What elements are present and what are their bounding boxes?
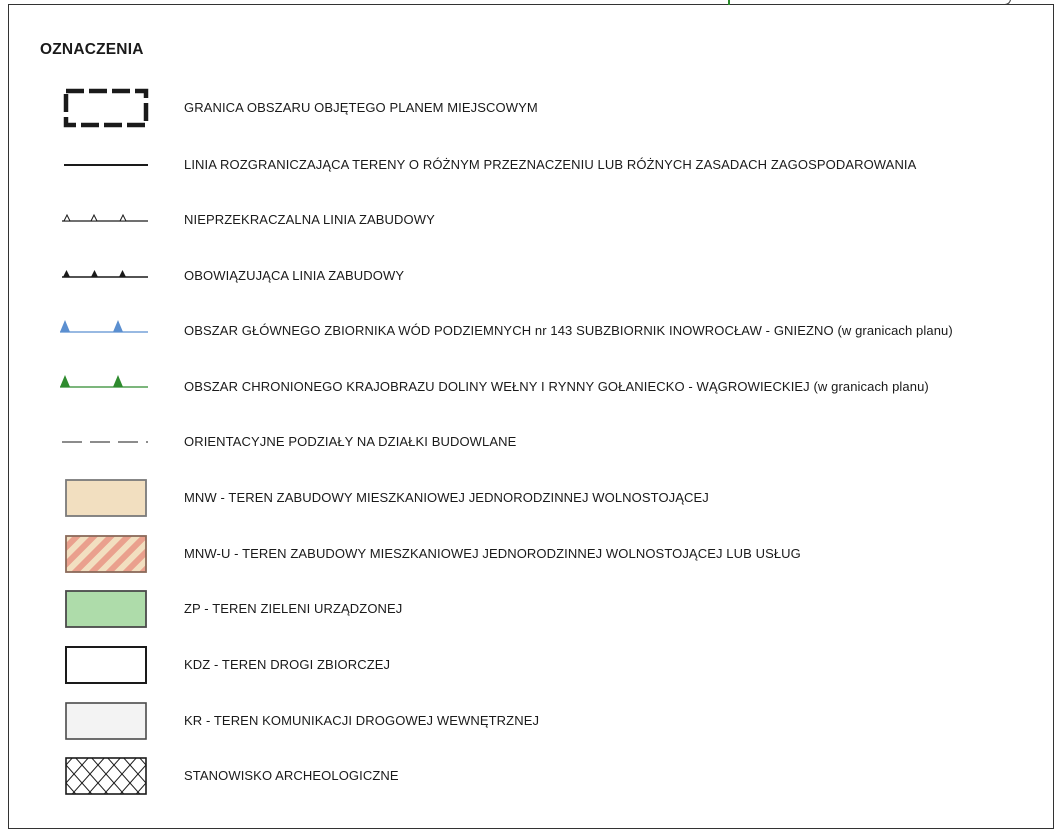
legend-item-max-building-line [0, 200, 1060, 240]
legend-item-label: LINIA ROZGRANICZAJĄCA TERENY O RÓŻNYM PRZEZNACZENIU LUB RÓŻNYCH ZASADACH ZAGOSPODAROWANIA [184, 157, 917, 172]
legend-item-label: GRANICA OBSZARU OBJĘTEGO PLANEM MIEJSCOWYM [184, 100, 538, 115]
legend-item-kr [0, 701, 1060, 741]
legend-item-label: KR - TEREN KOMUNIKACJI DROGOWEJ WEWNĘTRZNEJ [184, 713, 540, 728]
legend-item-groundwater-reservoir [0, 311, 1060, 351]
legend-item-label: MNW - TEREN ZABUDOWY MIESZKANIOWEJ JEDNORODZINNEJ WOLNOSTOJĄCEJ [184, 490, 709, 505]
legend-item-zp [0, 589, 1060, 629]
legend-item-kdz [0, 645, 1060, 685]
open-triangle-line-symbol [58, 200, 154, 240]
light-grey-fill-symbol [58, 701, 154, 741]
plan-boundary-symbol [58, 88, 154, 128]
crosshatch-symbol [58, 756, 154, 796]
legend-item-protected-landscape [0, 367, 1060, 407]
solid-line-symbol [58, 145, 154, 185]
legend-item-mnw-u [0, 534, 1060, 574]
dashed-line-symbol [58, 422, 154, 462]
legend-item-plan-boundary [0, 88, 1060, 128]
white-fill-symbol [58, 645, 154, 685]
legend-item-label: NIEPRZEKRACZALNA LINIA ZABUDOWY [184, 212, 435, 227]
blue-triangle-line-symbol [58, 311, 154, 351]
legend-item-label: KDZ - TEREN DROGI ZBIORCZEJ [184, 657, 391, 672]
filled-triangle-line-symbol [58, 256, 154, 296]
legend-item-plot-divisions [0, 422, 1060, 462]
map-edge-mark [728, 0, 730, 5]
legend-item-label: ORIENTACYJNE PODZIAŁY NA DZIAŁKI BUDOWLANE [184, 434, 517, 449]
legend-item-label: STANOWISKO ARCHEOLOGICZNE [184, 768, 399, 783]
legend-item-label: OBOWIĄZUJĄCA LINIA ZABUDOWY [184, 268, 405, 283]
legend-item-mnw [0, 478, 1060, 518]
legend-item-dividing-line [0, 145, 1060, 185]
legend-item-archaeological-site [0, 756, 1060, 796]
legend-item-label: ZP - TEREN ZIELENI URZĄDZONEJ [184, 601, 403, 616]
legend-item-label: OBSZAR CHRONIONEGO KRAJOBRAZU DOLINY WEŁNY I RYNNY GOŁANIECKO - WĄGROWIECKIEJ (w granicach planu) [184, 379, 929, 394]
legend-item-label: MNW-U - TEREN ZABUDOWY MIESZKANIOWEJ JEDNORODZINNEJ WOLNOSTOJĄCEJ LUB USŁUG [184, 546, 801, 561]
legend-item-mandatory-building-line [0, 256, 1060, 296]
legend-item-label: OBSZAR GŁÓWNEGO ZBIORNIKA WÓD PODZIEMNYCH nr 143 SUBZBIORNIK INOWROCŁAW - GNIEZNO (w granicach planu) [184, 323, 953, 338]
hatched-beige-symbol [58, 534, 154, 574]
legend-title: OZNACZENIA [40, 41, 144, 58]
green-fill-symbol [58, 589, 154, 629]
beige-fill-symbol [58, 478, 154, 518]
green-triangle-line-symbol [58, 367, 154, 407]
